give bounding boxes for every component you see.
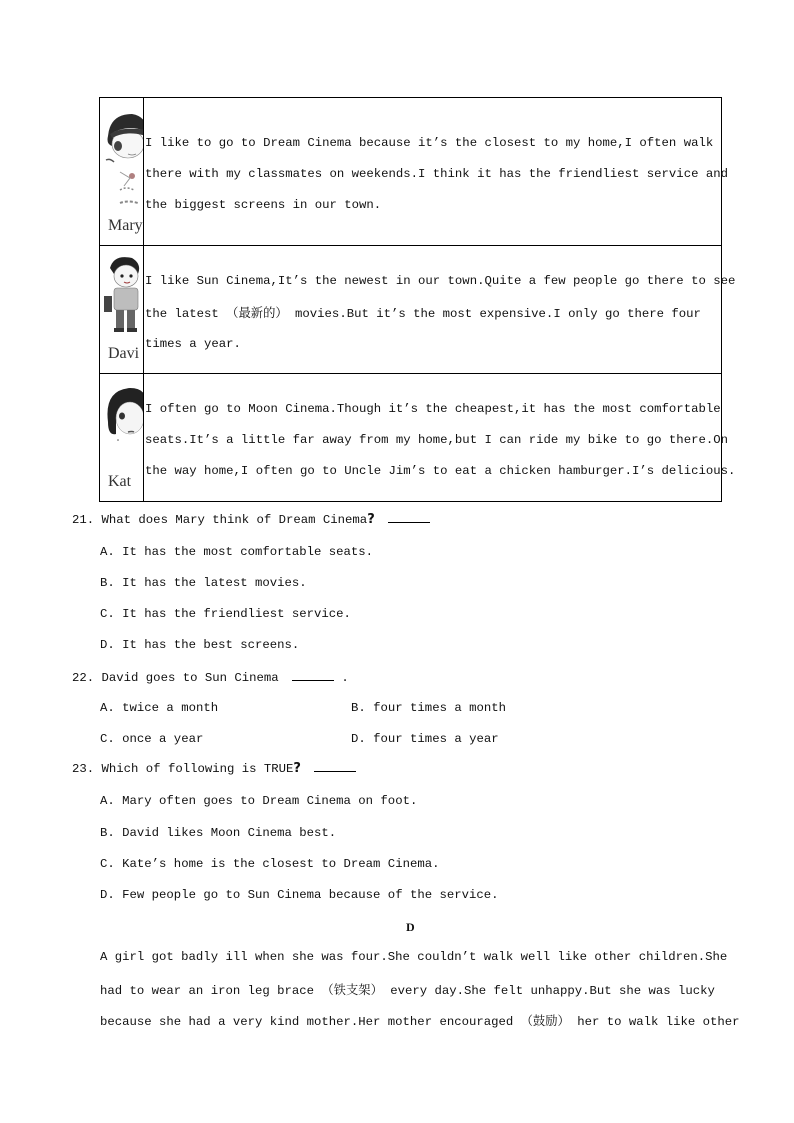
passage-table: [99, 97, 736, 502]
avatar-cell-mary: [100, 98, 144, 245]
option-21-a[interactable]: [100, 545, 373, 559]
option-22-a[interactable]: [100, 701, 218, 715]
option-22-b[interactable]: [351, 701, 506, 715]
question-text: Which of following is TRUE: [101, 762, 294, 776]
option-text: David likes Moon Cinema best.: [122, 826, 337, 840]
option-text: It has the most comfortable seats.: [122, 545, 374, 559]
question-number: 22.: [72, 671, 95, 685]
question-number: 23.: [72, 762, 95, 776]
option-letter: D.: [100, 888, 115, 902]
question-mark: ?: [367, 512, 375, 527]
passage-text-kate: [144, 374, 736, 501]
girl-portrait-icon: [102, 382, 144, 472]
option-text: Few people go to Sun Cinema because of the service.: [122, 888, 499, 902]
option-text: It has the latest movies.: [122, 576, 307, 590]
question-mark: ?: [293, 761, 301, 776]
avatar-cell-kate: [100, 374, 144, 501]
passage-line: I often go to Moon Cinema.Though it’s the cheapest,it has the most comfortable: [145, 402, 721, 416]
option-text: four times a month: [373, 701, 506, 715]
option-letter: B.: [100, 576, 115, 590]
question-text: What does Mary think of Dream Cinema: [101, 513, 368, 527]
option-21-b[interactable]: [100, 576, 307, 590]
answer-blank[interactable]: [388, 512, 430, 523]
option-text: Mary often goes to Dream Cinema on foot.: [122, 794, 418, 808]
option-23-d[interactable]: [100, 888, 499, 902]
avatar-cell-david: [100, 246, 144, 373]
passage-line: the way home,I often go to Uncle Jim’s to eat a chicken hamburger.I’s delicious.: [145, 464, 736, 478]
option-text: It has the best screens.: [122, 638, 300, 652]
option-letter: A.: [100, 794, 115, 808]
table-row-david: [100, 246, 736, 374]
option-letter: C.: [100, 857, 115, 871]
question-number: 21.: [72, 513, 95, 527]
option-23-c[interactable]: [100, 857, 439, 871]
option-23-a[interactable]: [100, 794, 417, 808]
passage-line: seats.It’s a little far away from my home,but I can ride my bike to go there.On: [145, 433, 728, 447]
option-letter: D.: [351, 732, 366, 746]
passage-line: there with my classmates on weekends.I think it has the friendliest service and: [145, 167, 728, 181]
option-text: twice a month: [122, 701, 219, 715]
option-letter: C.: [100, 732, 115, 746]
passage-line: times a year.: [145, 337, 241, 351]
question-22: [72, 670, 349, 685]
option-text: four times a year: [373, 732, 499, 746]
avatar-name-kate: Kat: [108, 473, 132, 490]
passage-text-david: [144, 246, 736, 373]
option-letter: A.: [100, 545, 115, 559]
option-letter: B.: [100, 826, 115, 840]
avatar-name-david: Davi: [108, 345, 140, 362]
option-21-c[interactable]: [100, 607, 351, 621]
section-d-line: had to wear an iron leg brace （铁支架） every day.She felt unhappy.But she was lucky: [100, 984, 715, 998]
answer-blank[interactable]: [314, 761, 356, 772]
question-23: [72, 761, 356, 776]
option-text: Kate’s home is the closest to Dream Cinema.: [122, 857, 440, 871]
table-row-kate: [100, 374, 736, 501]
option-23-b[interactable]: [100, 826, 336, 840]
passage-line: I like to go to Dream Cinema because it’s the closest to my home,I often walk: [145, 136, 714, 150]
question-suffix: .: [341, 671, 349, 685]
question-text: David goes to Sun Cinema: [101, 671, 279, 685]
boy-portrait-icon: [102, 254, 144, 354]
option-22-c[interactable]: [100, 732, 203, 746]
question-21: [72, 512, 430, 527]
section-d-line: A girl got badly ill when she was four.She couldn’t walk well like other children.She: [100, 950, 728, 964]
option-letter: B.: [351, 701, 366, 715]
section-heading-d: D: [406, 920, 415, 934]
avatar-name-mary: Mary: [108, 217, 143, 234]
section-d-line: because she had a very kind mother.Her mother encouraged （鼓励） her to walk like other: [100, 1015, 740, 1029]
answer-blank[interactable]: [292, 670, 334, 681]
option-letter: D.: [100, 638, 115, 652]
option-text: It has the friendliest service.: [122, 607, 351, 621]
option-letter: C.: [100, 607, 115, 621]
passage-text-mary: [144, 98, 728, 245]
passage-line: the latest （最新的） movies.But it’s the most expensive.I only go there four: [145, 307, 701, 321]
girl-portrait-icon: [102, 106, 144, 216]
option-letter: A.: [100, 701, 115, 715]
option-21-d[interactable]: [100, 638, 299, 652]
option-22-d[interactable]: [351, 732, 499, 746]
passage-line: I like Sun Cinema,It’s the newest in our town.Quite a few people go there to see: [145, 274, 736, 288]
passage-line: the biggest screens in our town.: [145, 198, 382, 212]
table-row-mary: [100, 98, 728, 246]
option-text: once a year: [122, 732, 204, 746]
